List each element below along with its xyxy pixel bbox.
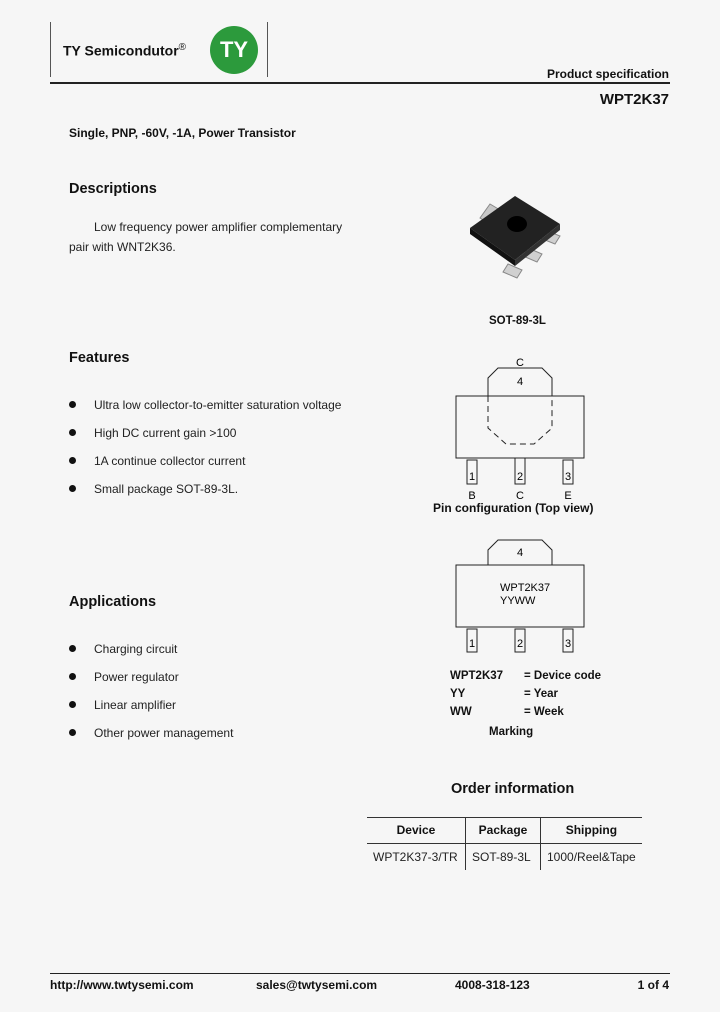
bullet-icon — [69, 457, 76, 464]
website-link[interactable]: http://www.twtysemi.com — [50, 978, 194, 992]
pin-name: C — [516, 490, 524, 502]
marking-diagram — [440, 536, 600, 656]
legend-value: = Device code — [524, 670, 602, 682]
legend-key: WPT2K37 — [450, 670, 504, 682]
pin-name: B — [468, 490, 476, 502]
legend-key: YY — [450, 688, 466, 700]
bullet-icon — [69, 401, 76, 408]
table-cell: WPT2K37-3/TR — [373, 850, 458, 864]
column-header: Shipping — [541, 818, 642, 844]
pin-number: 1 — [468, 471, 476, 483]
pin-name: E — [564, 490, 572, 502]
tab-number: 4 — [516, 376, 524, 388]
pin-configuration-diagram — [440, 352, 600, 504]
package-label: SOT-89-3L — [489, 315, 546, 327]
description-line-2: pair with WNT2K36. — [69, 240, 176, 254]
page-number: 1 of 4 — [637, 978, 669, 992]
marking-line-2: YYWW — [500, 595, 536, 607]
tab-number: 4 — [516, 547, 524, 559]
bullet-icon — [69, 701, 76, 708]
table-cell: SOT-89-3L — [466, 844, 541, 871]
legend-value: = Week — [524, 706, 564, 718]
pin-number: 1 — [468, 638, 476, 650]
marking-caption: Marking — [489, 726, 534, 738]
bullet-icon — [69, 645, 76, 652]
marking-line-1: WPT2K37 — [500, 582, 551, 594]
pin-number: 3 — [564, 471, 572, 483]
bullet-icon — [69, 673, 76, 680]
bullet-icon — [69, 429, 76, 436]
company-name: TY Semicondutor® — [63, 42, 187, 59]
order-table — [367, 817, 642, 870]
features-heading: Features — [69, 350, 130, 366]
company-logo — [210, 26, 258, 74]
feature-item: High DC current gain >100 — [94, 426, 237, 440]
order-heading: Order information — [451, 781, 575, 797]
package-image — [460, 188, 580, 288]
pin-number: 2 — [516, 471, 524, 483]
subtitle: Single, PNP, -60V, -1A, Power Transistor — [69, 126, 296, 140]
part-number: WPT2K37 — [599, 91, 669, 108]
column-header: Package — [466, 818, 541, 844]
application-item: Other power management — [94, 726, 234, 740]
column-header: Device — [367, 818, 466, 844]
descriptions-heading: Descriptions — [69, 181, 157, 197]
application-item: Power regulator — [94, 670, 179, 684]
email-link[interactable]: sales@twtysemi.com — [256, 978, 378, 992]
pin-number: 2 — [516, 638, 524, 650]
pin-config-caption: Pin configuration (Top view) — [433, 501, 594, 515]
feature-item: 1A continue collector current — [94, 454, 246, 468]
bullet-icon — [69, 485, 76, 492]
description-line-1: Low frequency power amplifier complementary — [94, 220, 343, 234]
table-cell: 1000/Reel&Tape — [541, 844, 642, 871]
pin-top-label: C — [516, 357, 524, 369]
legend-value: = Year — [524, 688, 559, 700]
legend-key: WW — [450, 706, 472, 718]
logo-text: TY — [219, 37, 249, 62]
application-item: Linear amplifier — [94, 698, 177, 712]
feature-item: Ultra low collector-to-emitter saturation voltage — [94, 398, 342, 412]
pin-number: 3 — [564, 638, 572, 650]
application-item: Charging circuit — [94, 642, 178, 656]
applications-heading: Applications — [69, 594, 157, 610]
feature-item: Small package SOT-89-3L. — [94, 482, 239, 496]
bullet-icon — [69, 729, 76, 736]
doc-type: Product specification — [546, 67, 669, 81]
table-row — [367, 844, 642, 871]
phone-number: 4008-318-123 — [455, 978, 530, 992]
table-header-row — [367, 818, 642, 844]
